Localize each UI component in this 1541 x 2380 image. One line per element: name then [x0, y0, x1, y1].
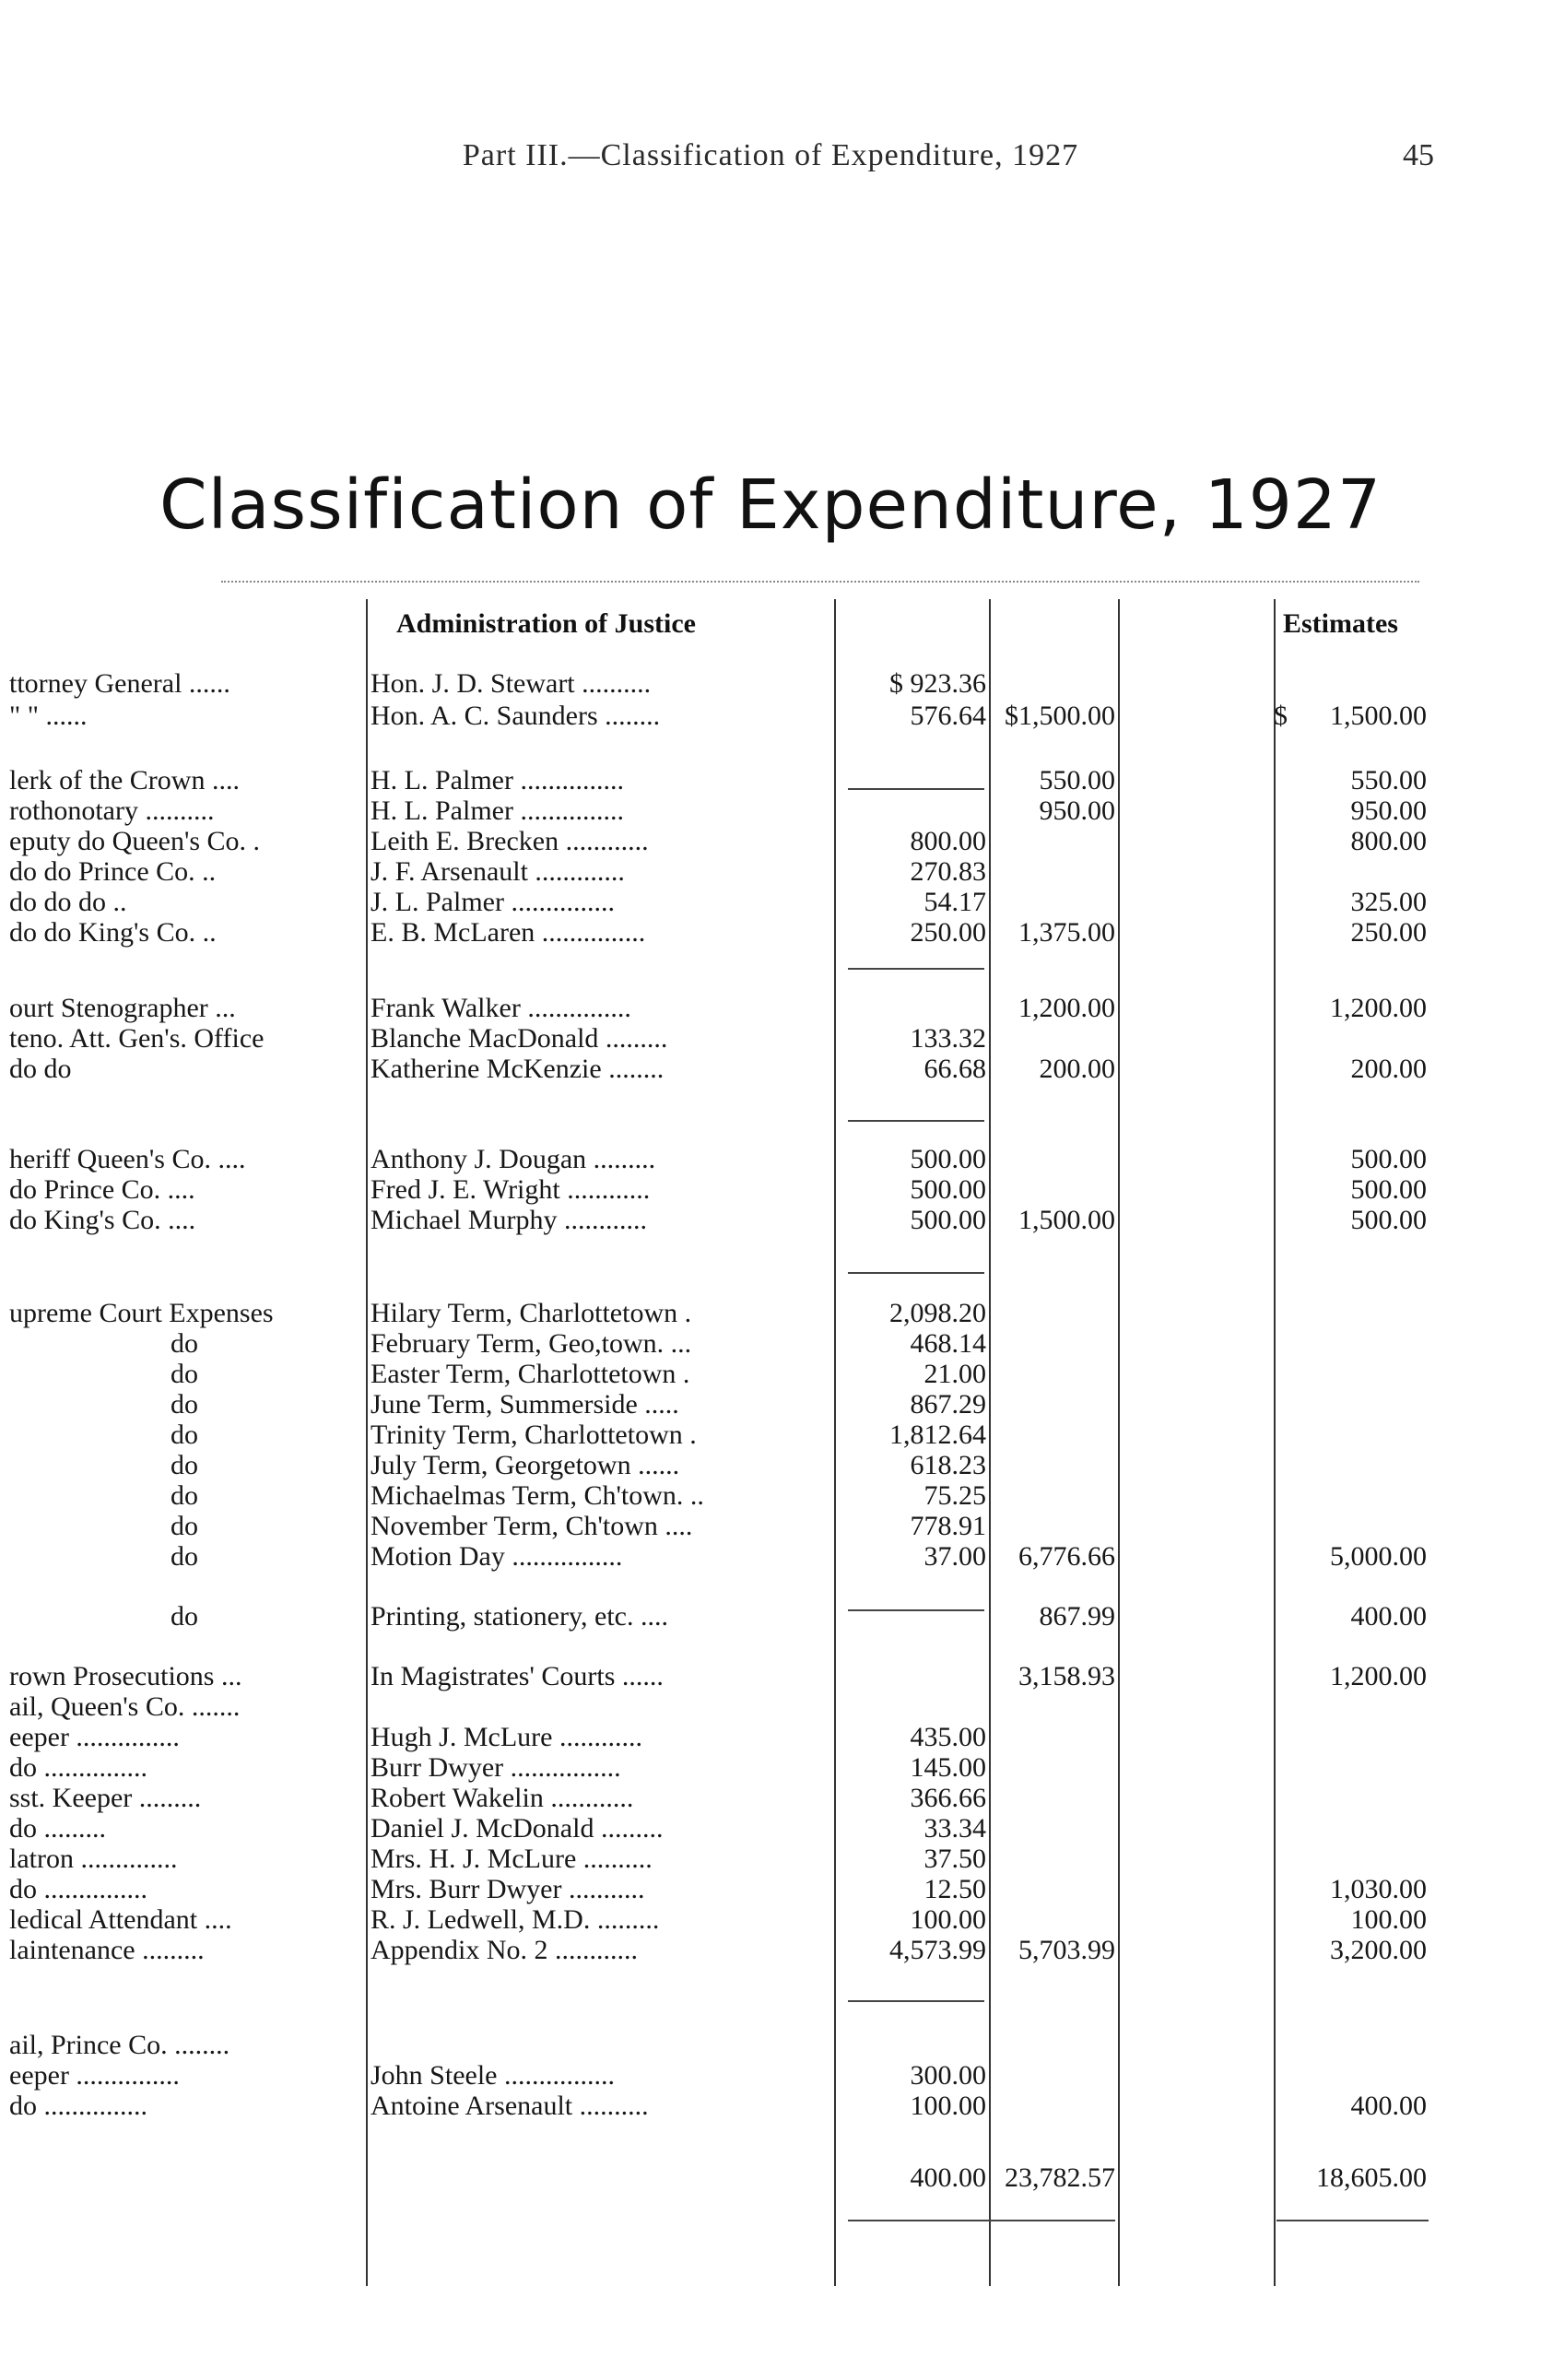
- cell-office: do do do ..: [9, 887, 127, 917]
- table-row: [0, 1205, 1541, 1235]
- table-row: [0, 1783, 1541, 1813]
- cell-amt2: 1,200.00: [1018, 993, 1115, 1023]
- table-row: [0, 1511, 1541, 1541]
- cell-office: ail, Prince Co. ........: [9, 2030, 230, 2060]
- cell-name: February Term, Geo,town. ...: [371, 1328, 692, 1359]
- cell-amt2: 5,703.99: [1018, 1935, 1115, 1965]
- cell-amt1: 500.00: [910, 1205, 986, 1235]
- table-row: [0, 701, 1541, 731]
- table-row: [0, 1691, 1541, 1722]
- table-row: [0, 2030, 1541, 2060]
- subtotal-rule: [848, 788, 984, 790]
- table-row: [0, 917, 1541, 948]
- cell-amt1: 778.91: [910, 1511, 986, 1541]
- cell-est: 400.00: [1350, 2091, 1427, 2121]
- cell-name: June Term, Summerside .....: [371, 1389, 679, 1420]
- cell-est: 500.00: [1350, 1144, 1427, 1174]
- cell-amt1: 618.23: [910, 1450, 986, 1480]
- cell-amt2: $1,500.00: [1005, 701, 1115, 731]
- cell-name: Hilary Term, Charlottetown .: [371, 1298, 692, 1328]
- table-row: [0, 1144, 1541, 1174]
- table-row: [0, 1722, 1541, 1752]
- table-row: [0, 1752, 1541, 1783]
- cell-office: do: [171, 1480, 198, 1511]
- table-row: [0, 1904, 1541, 1935]
- cell-est: 1,200.00: [1330, 1661, 1427, 1691]
- table-row: [0, 1328, 1541, 1359]
- cell-name: Trinity Term, Charlottetown .: [371, 1420, 697, 1450]
- cell-name: Fred J. E. Wright ............: [371, 1174, 651, 1205]
- table-row: [0, 668, 1541, 699]
- cell-name: November Term, Ch'town ....: [371, 1511, 693, 1541]
- cell-name: Appendix No. 2 ............: [371, 1935, 638, 1965]
- cell-amt1: 576.64: [910, 701, 986, 731]
- cell-office: do King's Co. ....: [9, 1205, 196, 1235]
- cell-amt1: 270.83: [910, 856, 986, 887]
- grand-total-rule: [848, 2220, 1115, 2221]
- cell-name: Michaelmas Term, Ch'town. ..: [371, 1480, 704, 1511]
- cell-est: 325.00: [1350, 887, 1427, 917]
- cell-office: eeper ...............: [9, 2060, 180, 2091]
- cell-est: 18,605.00: [1316, 2162, 1427, 2193]
- cell-amt1: $ 923.36: [889, 668, 986, 699]
- cell-name: Leith E. Brecken ............: [371, 826, 649, 856]
- table-row: [0, 1359, 1541, 1389]
- table-row: [0, 1813, 1541, 1844]
- cell-amt1: 2,098.20: [889, 1298, 986, 1328]
- cell-amt2: 3,158.93: [1018, 1661, 1115, 1691]
- table-row: [0, 1174, 1541, 1205]
- table-row: [0, 1874, 1541, 1904]
- cell-name: H. L. Palmer ...............: [371, 795, 624, 826]
- cell-amt1: 4,573.99: [889, 1935, 986, 1965]
- table-row: [0, 1541, 1541, 1572]
- subtotal-rule: [848, 968, 984, 970]
- table-row: [0, 826, 1541, 856]
- cell-name: Hugh J. McLure ............: [371, 1722, 642, 1752]
- cell-amt1: 75.25: [923, 1480, 986, 1511]
- cell-office: ail, Queen's Co. .......: [9, 1691, 241, 1722]
- cell-office: do do Prince Co. ..: [9, 856, 217, 887]
- cell-office: do: [171, 1389, 198, 1420]
- cell-est: 1,500.00: [1330, 701, 1427, 731]
- cell-office: do ...............: [9, 1752, 147, 1783]
- cell-office: do Prince Co. ....: [9, 1174, 195, 1205]
- cell-est: 550.00: [1350, 765, 1427, 795]
- table-row: [0, 1935, 1541, 1965]
- currency-symbol: $: [1274, 701, 1288, 731]
- cell-name: John Steele ................: [371, 2060, 615, 2091]
- cell-name: In Magistrates' Courts ......: [371, 1661, 664, 1691]
- table-row: [0, 1420, 1541, 1450]
- cell-amt1: 500.00: [910, 1174, 986, 1205]
- cell-office: heriff Queen's Co. ....: [9, 1144, 246, 1174]
- cell-office: do: [171, 1328, 198, 1359]
- table-row: [0, 765, 1541, 795]
- cell-office: sst. Keeper .........: [9, 1783, 202, 1813]
- cell-office: do do: [9, 1054, 72, 1084]
- cell-est: 500.00: [1350, 1205, 1427, 1235]
- subtotal-rule: [848, 1272, 984, 1274]
- cell-amt2: 23,782.57: [1005, 2162, 1115, 2193]
- table-row: [0, 1023, 1541, 1054]
- cell-office: lerk of the Crown ....: [9, 765, 240, 795]
- cell-est: 500.00: [1350, 1174, 1427, 1205]
- cell-name: Hon. J. D. Stewart ..........: [371, 668, 652, 699]
- cell-amt1: 300.00: [910, 2060, 986, 2091]
- cell-amt1: 366.66: [910, 1783, 986, 1813]
- cell-amt1: 800.00: [910, 826, 986, 856]
- cell-amt1: 100.00: [910, 2091, 986, 2121]
- cell-office: ourt Stenographer ...: [9, 993, 236, 1023]
- table-row: [0, 1389, 1541, 1420]
- cell-amt1: 33.34: [923, 1813, 986, 1844]
- estimates-total-rule: [1276, 2220, 1429, 2221]
- cell-amt1: 867.29: [910, 1389, 986, 1420]
- cell-est: 250.00: [1350, 917, 1427, 948]
- cell-amt1: 400.00: [910, 2162, 986, 2193]
- cell-est: 400.00: [1350, 1601, 1427, 1632]
- cell-office: do: [171, 1601, 198, 1632]
- cell-office: do ...............: [9, 2091, 147, 2121]
- cell-name: Robert Wakelin ............: [371, 1783, 634, 1813]
- cell-office: upreme Court Expenses: [9, 1298, 274, 1328]
- cell-name: J. F. Arsenault .............: [371, 856, 625, 887]
- cell-name: Daniel J. McDonald .........: [371, 1813, 664, 1844]
- cell-amt1: 435.00: [910, 1722, 986, 1752]
- cell-name: July Term, Georgetown ......: [371, 1450, 680, 1480]
- cell-amt1: 1,812.64: [889, 1420, 986, 1450]
- cell-name: J. L. Palmer ...............: [371, 887, 615, 917]
- cell-office: eputy do Queen's Co. .: [9, 826, 261, 856]
- cell-name: Burr Dwyer ................: [371, 1752, 621, 1783]
- cell-est: 100.00: [1350, 1904, 1427, 1935]
- cell-name: Mrs. Burr Dwyer ...........: [371, 1874, 645, 1904]
- cell-name: Mrs. H. J. McLure ..........: [371, 1844, 653, 1874]
- table-row: [0, 1450, 1541, 1480]
- section-heading: Administration of Justice: [396, 608, 696, 639]
- cell-office: eeper ...............: [9, 1722, 180, 1752]
- cell-name: H. L. Palmer ...............: [371, 765, 624, 795]
- subtotal-rule: [848, 2000, 984, 2002]
- cell-amt2: 200.00: [1039, 1054, 1115, 1084]
- cell-amt2: 950.00: [1039, 795, 1115, 826]
- table-row: [0, 887, 1541, 917]
- cell-office: do: [171, 1450, 198, 1480]
- cell-name: Michael Murphy ............: [371, 1205, 647, 1235]
- table-row: [0, 1844, 1541, 1874]
- page-header: [0, 138, 1541, 175]
- table-row: [0, 856, 1541, 887]
- cell-office: ttorney General ......: [9, 668, 230, 699]
- cell-office: rown Prosecutions ...: [9, 1661, 242, 1691]
- cell-amt1: 468.14: [910, 1328, 986, 1359]
- page-title: Classification of Expenditure, 1927: [159, 465, 1382, 545]
- cell-est: 1,200.00: [1330, 993, 1427, 1023]
- cell-amt1: 54.17: [923, 887, 986, 917]
- cell-office: " " ......: [9, 701, 88, 731]
- cell-office: do: [171, 1359, 198, 1389]
- cell-office: laintenance .........: [9, 1935, 205, 1965]
- cell-amt1: 500.00: [910, 1144, 986, 1174]
- cell-office: rothonotary ..........: [9, 795, 215, 826]
- cell-name: Hon. A. C. Saunders ........: [371, 701, 661, 731]
- cell-name: Antoine Arsenault ..........: [371, 2091, 649, 2121]
- cell-est: 5,000.00: [1330, 1541, 1427, 1572]
- running-title: Part III.—Classification of Expenditure, 1927: [462, 138, 1079, 172]
- cell-amt2: 1,500.00: [1018, 1205, 1115, 1235]
- cell-name: Easter Term, Charlottetown .: [371, 1359, 690, 1389]
- cell-name: Motion Day ................: [371, 1541, 623, 1572]
- table-row: [0, 1054, 1541, 1084]
- cell-amt2: 6,776.66: [1018, 1541, 1115, 1572]
- cell-office: do: [171, 1511, 198, 1541]
- cell-est: 800.00: [1350, 826, 1427, 856]
- cell-amt1: 145.00: [910, 1752, 986, 1783]
- page-number: 45: [1403, 138, 1434, 172]
- table-row: [0, 1480, 1541, 1511]
- cell-office: latron ..............: [9, 1844, 178, 1874]
- estimates-heading: Estimates: [1283, 608, 1398, 639]
- cell-amt1: 37.00: [923, 1541, 986, 1572]
- table-row: [0, 1601, 1541, 1632]
- cell-est: 200.00: [1350, 1054, 1427, 1084]
- table-row: [0, 1298, 1541, 1328]
- cell-est: 1,030.00: [1330, 1874, 1427, 1904]
- cell-office: ledical Attendant ....: [9, 1904, 232, 1935]
- cell-name: Frank Walker ...............: [371, 993, 631, 1023]
- cell-amt2: 550.00: [1039, 765, 1115, 795]
- cell-office: teno. Att. Gen's. Office: [9, 1023, 265, 1054]
- cell-amt1: 21.00: [923, 1359, 986, 1389]
- cell-name: Katherine McKenzie ........: [371, 1054, 665, 1084]
- cell-name: E. B. McLaren ...............: [371, 917, 646, 948]
- table-row: [0, 2162, 1541, 2193]
- expenditure-table: [0, 581, 1541, 2286]
- cell-amt1: 133.32: [910, 1023, 986, 1054]
- cell-office: do: [171, 1420, 198, 1450]
- table-row: [0, 2060, 1541, 2091]
- cell-est: 950.00: [1350, 795, 1427, 826]
- table-row: [0, 2091, 1541, 2121]
- table-row: [0, 1661, 1541, 1691]
- cell-name: Blanche MacDonald .........: [371, 1023, 668, 1054]
- cell-name: R. J. Ledwell, M.D. .........: [371, 1904, 660, 1935]
- cell-est: 3,200.00: [1330, 1935, 1427, 1965]
- cell-office: do: [171, 1541, 198, 1572]
- table-row: [0, 993, 1541, 1023]
- cell-amt1: 12.50: [923, 1874, 986, 1904]
- cell-name: Anthony J. Dougan .........: [371, 1144, 656, 1174]
- cell-name: Printing, stationery, etc. ....: [371, 1601, 668, 1632]
- cell-office: do .........: [9, 1813, 106, 1844]
- table-row: [0, 795, 1541, 826]
- cell-office: do ...............: [9, 1874, 147, 1904]
- cell-amt2: 867.99: [1039, 1601, 1115, 1632]
- cell-amt1: 100.00: [910, 1904, 986, 1935]
- cell-amt1: 250.00: [910, 917, 986, 948]
- cell-amt2: 1,375.00: [1018, 917, 1115, 948]
- cell-office: do do King's Co. ..: [9, 917, 217, 948]
- subtotal-rule: [848, 1609, 984, 1611]
- cell-amt1: 37.50: [923, 1844, 986, 1874]
- subtotal-rule: [848, 1120, 984, 1122]
- top-rule: [221, 581, 1419, 583]
- cell-amt1: 66.68: [923, 1054, 986, 1084]
